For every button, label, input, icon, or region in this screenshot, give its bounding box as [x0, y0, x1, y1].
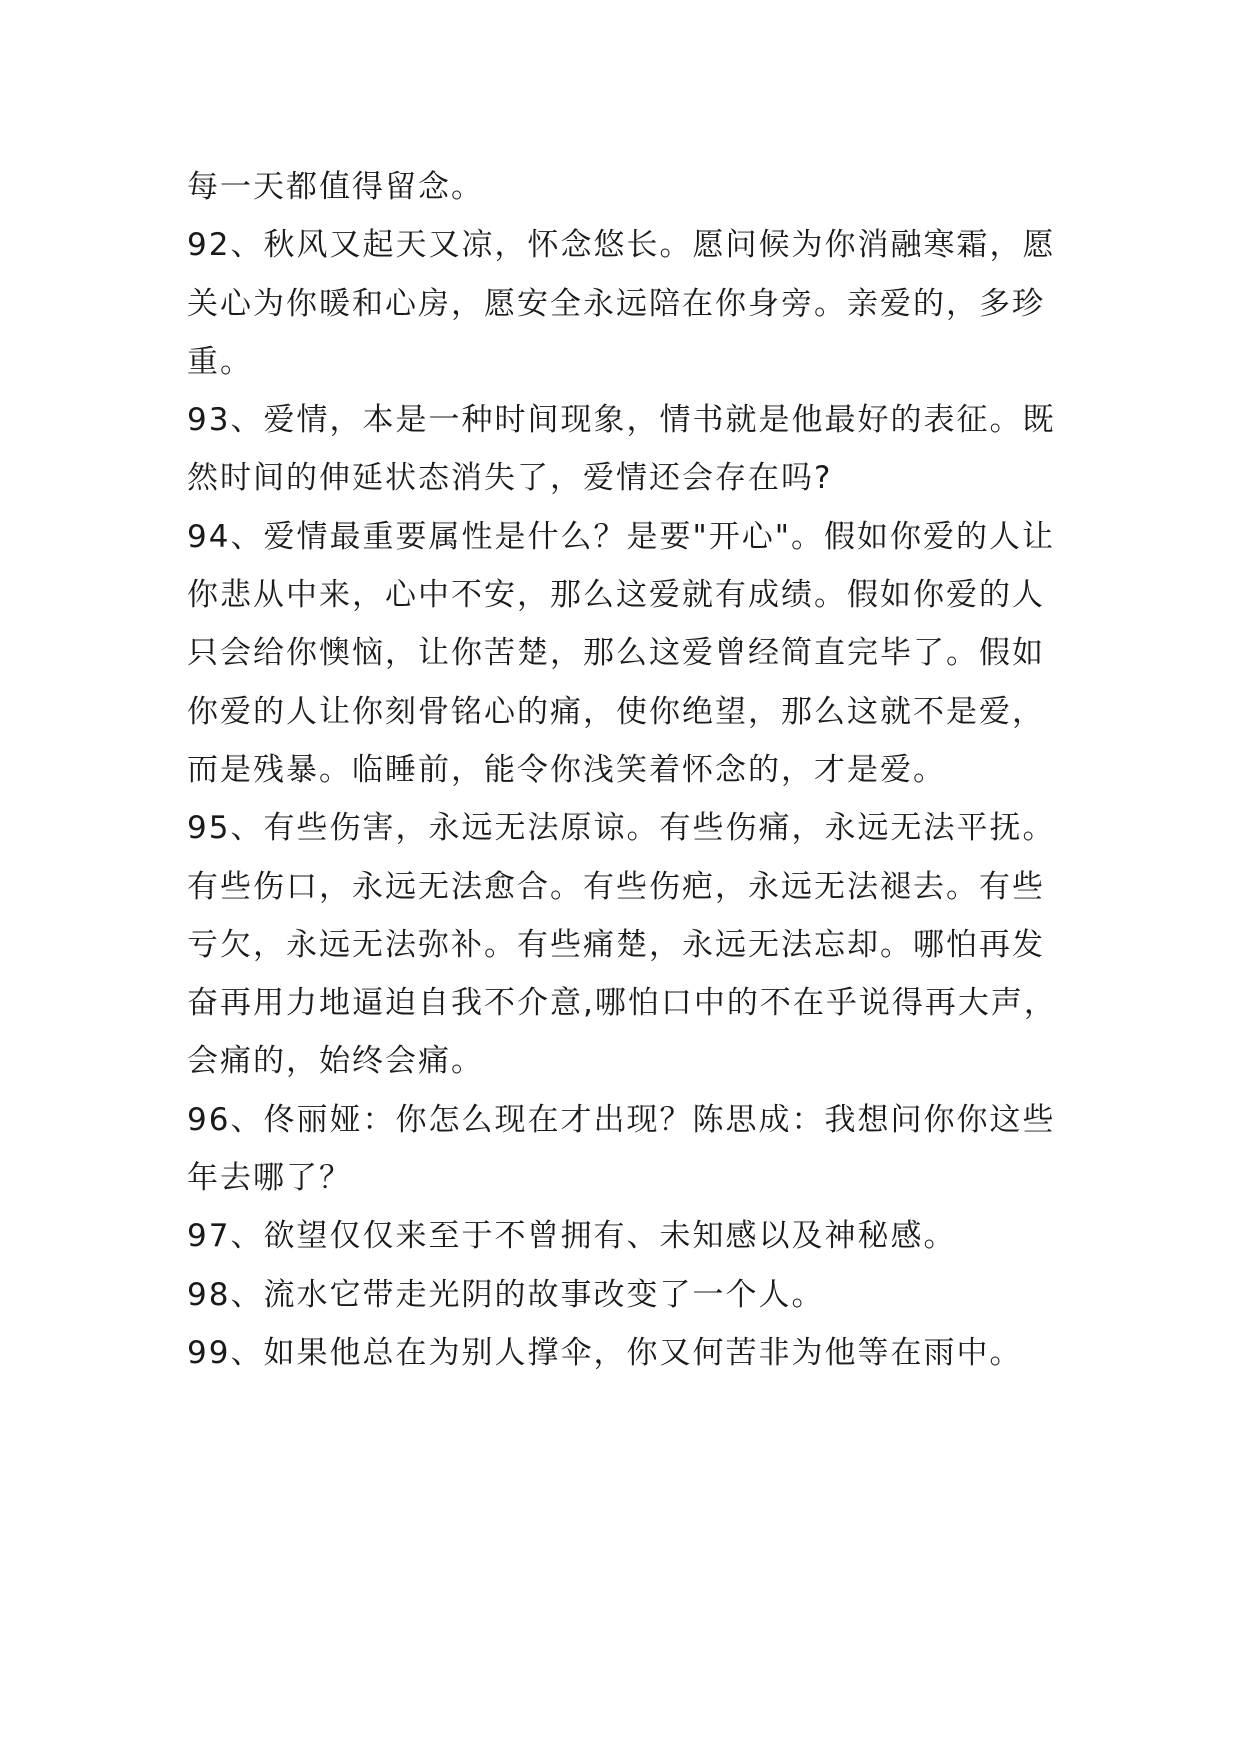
text-line: 关心为你暖和心房，愿安全永远陪在你身旁。亲爱的，多珍 — [187, 285, 1045, 322]
text-line: 你悲从中来，心中不安，那么这爱就有成绩。假如你爱的人 — [187, 577, 1045, 614]
text-line: 95、有些伤害，永远无法原谅。有些伤痛，永远无法平抚。 — [187, 810, 1056, 847]
text-line: 97、欲望仅仅来至于不曾拥有、未知感以及神秘感。 — [187, 1218, 957, 1255]
text-line: 94、爱情最重要属性是什么？是要"开心"。假如你爱的人让 — [187, 518, 1055, 555]
text-line: 然时间的伸延状态消失了，爱情还会存在吗? — [187, 460, 833, 497]
text-line: 亏欠，永远无法弥补。有些痛楚，永远无法忘却。哪怕再发 — [187, 926, 1045, 963]
text-line: 而是残暴。临睡前，能令你浅笑着怀念的，才是爱。 — [187, 751, 946, 788]
text-line: 重。 — [187, 343, 253, 380]
text-line: 每一天都值得留念。 — [187, 169, 484, 205]
text-line: 93、爱情，本是一种时间现象，情书就是他最好的表征。既 — [187, 402, 1056, 439]
text-line: 有些伤口，永远无法愈合。有些伤疤，永远无法褪去。有些 — [187, 868, 1045, 905]
text-line: 98、流水它带走光阴的故事改变了一个人。 — [187, 1276, 825, 1313]
text-line: 只会给你懊恼，让你苦楚，那么这爱曾经简直完毕了。假如 — [187, 635, 1045, 672]
text-line: 年去哪了？ — [187, 1160, 352, 1197]
text-line: 96、佟丽娅：你怎么现在才出现？陈思成：我想问你你这些 — [187, 1101, 1056, 1138]
text-line: 奋再用力地逼迫自我不介意,哪怕口中的不在乎说得再大声， — [187, 985, 1057, 1022]
text-line: 99、如果他总在为别人撑伞，你又何苦非为他等在雨中。 — [187, 1334, 1023, 1371]
text-line: 会痛的，始终会痛。 — [187, 1043, 484, 1080]
text-line: 你爱的人让你刻骨铭心的痛，使你绝望，那么这就不是爱， — [187, 693, 1045, 730]
text-line: 92、秋风又起天又凉，怀念悠长。愿问候为你消融寒霜，愿 — [187, 227, 1056, 264]
document-body — [187, 158, 1067, 1382]
